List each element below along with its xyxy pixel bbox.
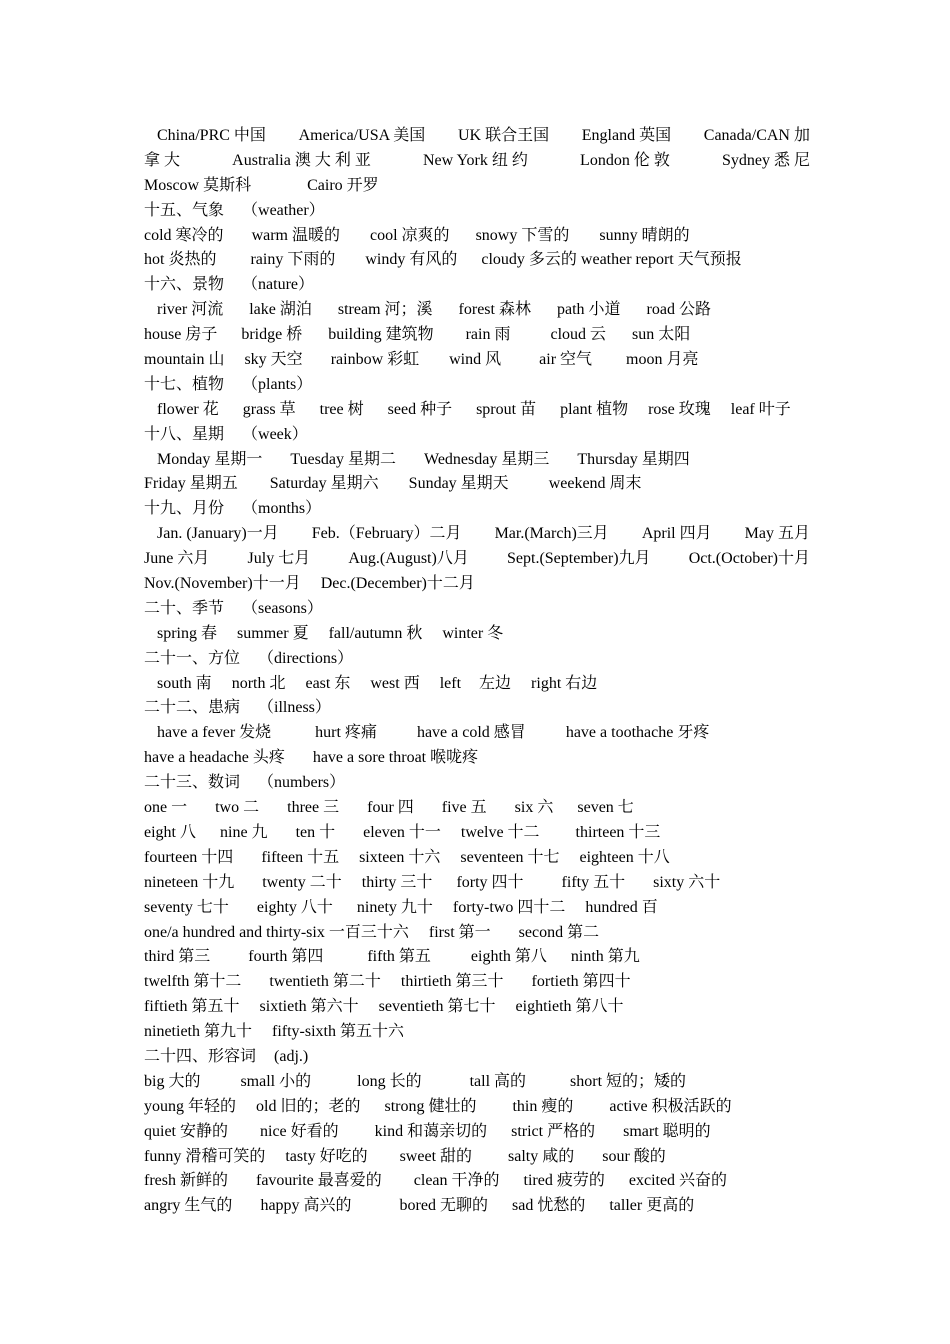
word-entry: sun 太阳 — [632, 326, 691, 344]
word-entry: sour 酸的 — [602, 1147, 666, 1165]
word-entry: fiftieth 第五十 — [144, 998, 240, 1016]
word-entry: Tuesday 星期二 — [290, 450, 396, 468]
word-entry: England 英国 — [581, 127, 672, 144]
word-entry: cloud 云 — [550, 326, 607, 344]
word-entry: wind 风 — [449, 351, 502, 369]
word-entry: air 空气 — [539, 351, 593, 369]
word-entry: forty 四十 — [456, 873, 524, 891]
illness-line-2 — [144, 746, 810, 771]
numbers-line-8 — [144, 970, 810, 995]
section-heading-weather — [144, 199, 810, 224]
word-entry: favourite 最喜爱的 — [256, 1172, 382, 1190]
word-entry: young 年轻的 — [144, 1097, 237, 1115]
word-entry: sixtieth 第六十 — [259, 998, 359, 1016]
heading-en: (adj.) — [274, 1047, 309, 1065]
word-entry: west 西 — [370, 674, 420, 692]
word-entry: one 一 — [144, 799, 188, 817]
word-entry: twelfth 第十二 — [144, 973, 242, 991]
word-entry: China/PRC 中国 — [157, 127, 266, 144]
word-entry: salty 咸的 — [508, 1147, 575, 1165]
word-entry: spring 春 — [157, 624, 218, 642]
section-heading-adjectives — [144, 1045, 810, 1070]
numbers-line-9 — [144, 995, 810, 1020]
word-entry: Wednesday 星期三 — [424, 450, 550, 468]
word-entry: six 六 — [514, 799, 554, 817]
word-entry: Oct.(October)十月 — [688, 550, 810, 568]
word-entry: Sept.(September)九月 — [507, 550, 651, 568]
numbers-line-4 — [144, 871, 810, 896]
word-entry: sixty 六十 — [653, 873, 721, 891]
word-entry: sad 忧愁的 — [511, 1197, 586, 1215]
numbers-line-3 — [144, 846, 810, 871]
weather-line-1 — [144, 224, 810, 249]
word-entry: lake 湖泊 — [249, 301, 312, 319]
word-entry: 左边 — [479, 674, 512, 692]
heading-zh: 二十二、患病 — [144, 699, 241, 717]
adjectives-line-2 — [144, 1095, 810, 1120]
word-entry: Friday 星期五 — [144, 475, 238, 493]
word-entry: seventieth 第七十 — [378, 998, 496, 1016]
word-entry: eleven 十一 — [363, 823, 441, 841]
word-entry: fifty-sixth 第五十六 — [272, 1023, 404, 1041]
word-entry: active 积极活跃的 — [609, 1097, 732, 1115]
word-entry: moon 月亮 — [626, 351, 699, 369]
word-entry: hundred 百 — [585, 898, 658, 916]
week-line-1 — [144, 448, 810, 473]
word-entry: twentieth 第二十 — [269, 973, 381, 991]
word-entry: two 二 — [215, 799, 260, 817]
word-entry: ninth 第九 — [570, 948, 640, 966]
word-entry: warm 温暖的 — [251, 226, 340, 244]
word-entry: short 短的；矮的 — [570, 1072, 687, 1090]
section-heading-seasons — [144, 597, 810, 622]
word-entry: cool 凉爽的 — [370, 226, 450, 244]
section-heading-months — [144, 497, 810, 522]
word-entry: 拿 大 — [144, 151, 181, 169]
word-entry: fourteen 十四 — [144, 848, 234, 866]
word-entry: eightieth 第八十 — [515, 998, 624, 1016]
word-entry: America/USA 美国 — [298, 127, 426, 144]
word-entry: rainbow 彩虹 — [330, 351, 420, 369]
heading-zh: 二十、季节 — [144, 599, 225, 617]
word-entry: cold 寒冷的 — [144, 226, 224, 244]
numbers-line-5 — [144, 896, 810, 921]
word-entry: eight 八 — [144, 823, 196, 841]
section-heading-week — [144, 423, 810, 448]
word-entry: Monday 星期一 — [157, 450, 263, 468]
word-entry: small 小的 — [240, 1072, 312, 1090]
months-line-1 — [144, 522, 810, 547]
heading-en: （week） — [242, 425, 308, 443]
word-entry: quiet 安静的 — [144, 1122, 228, 1140]
word-entry: sunny 晴朗的 — [599, 226, 690, 244]
word-entry: kind 和蔼亲切的 — [374, 1122, 488, 1140]
heading-en: （plants） — [242, 375, 313, 393]
word-entry: snowy 下雪的 — [475, 226, 570, 244]
word-entry: one/a hundred and thirty-six 一百三十六 — [144, 923, 409, 941]
word-entry: ten 十 — [295, 823, 336, 841]
word-entry: smart 聪明的 — [623, 1122, 711, 1140]
word-entry: sky 天空 — [244, 351, 303, 369]
word-entry: fifty 五十 — [561, 873, 626, 891]
weather-line-2 — [144, 248, 810, 273]
word-entry: forest 森林 — [458, 301, 531, 319]
heading-zh: 十七、植物 — [144, 375, 225, 393]
word-entry: third 第三 — [144, 948, 211, 966]
word-entry: twenty 二十 — [262, 873, 342, 891]
word-entry: May 五月 — [744, 525, 810, 543]
numbers-line-1 — [144, 796, 810, 821]
word-entry: have a cold 感冒 — [416, 724, 526, 742]
word-entry: weekend 周末 — [548, 475, 642, 493]
document-page — [144, 124, 810, 1219]
word-entry: strict 严格的 — [511, 1122, 596, 1140]
illness-line-1 — [144, 721, 810, 746]
word-entry: ninety 九十 — [356, 898, 433, 916]
heading-zh: 十九、月份 — [144, 500, 225, 518]
word-entry: leaf 叶子 — [730, 400, 791, 418]
word-entry: rose 玫瑰 — [648, 400, 711, 418]
nature-line-2 — [144, 323, 810, 348]
word-entry: bridge 桥 — [241, 326, 303, 344]
heading-zh: 二十一、方位 — [144, 649, 241, 667]
months-line-2 — [144, 547, 810, 572]
word-entry: Moscow 莫斯科 — [144, 176, 252, 194]
word-entry: ninetieth 第九十 — [144, 1023, 252, 1041]
word-entry: fresh 新鲜的 — [144, 1172, 228, 1190]
word-entry: Canada/CAN 加 — [703, 127, 810, 144]
word-entry: five 五 — [441, 799, 487, 817]
word-entry: road 公路 — [646, 301, 711, 319]
numbers-line-2 — [144, 821, 810, 846]
months-line-3 — [144, 572, 810, 597]
word-entry: old 旧的；老的 — [256, 1097, 361, 1115]
word-entry: New York 纽 约 — [422, 151, 528, 169]
section-heading-illness — [144, 696, 810, 721]
word-entry: July 七月 — [247, 550, 311, 568]
word-entry: fortieth 第四十 — [531, 973, 631, 991]
word-entry: hurt 疼痛 — [315, 724, 377, 742]
word-entry: Thursday 星期四 — [577, 450, 690, 468]
word-entry: house 房子 — [144, 326, 218, 344]
word-entry: three 三 — [287, 799, 340, 817]
word-entry: seventy 七十 — [144, 898, 229, 916]
word-entry: thirtieth 第三十 — [400, 973, 504, 991]
word-entry: seventeen 十七 — [460, 848, 560, 866]
word-entry: clean 干净的 — [413, 1172, 500, 1190]
word-entry: big 大的 — [144, 1072, 201, 1090]
word-entry: windy 有风的 — [365, 251, 458, 269]
word-entry: tree 树 — [319, 400, 364, 418]
adjectives-line-3 — [144, 1120, 810, 1145]
word-entry: sweet 甜的 — [399, 1147, 473, 1165]
section-heading-numbers — [144, 771, 810, 796]
numbers-line-6 — [144, 921, 810, 946]
word-entry: winter 冬 — [442, 624, 504, 642]
heading-zh: 十五、气象 — [144, 201, 225, 219]
word-entry: summer 夏 — [237, 624, 309, 642]
word-entry: Saturday 星期六 — [269, 475, 379, 493]
word-entry: nineteen 十九 — [144, 873, 235, 891]
word-entry: bored 无聊的 — [399, 1197, 488, 1215]
word-entry: fifth 第五 — [367, 948, 431, 966]
adjectives-line-6 — [144, 1194, 810, 1219]
word-entry: right 右边 — [531, 674, 598, 692]
word-entry: tired 疲劳的 — [523, 1172, 605, 1190]
word-entry: funny 滑稽可笑的 — [144, 1147, 266, 1165]
nature-line-1 — [144, 298, 810, 323]
plants-line-1 — [144, 398, 810, 423]
word-entry: Sydney 悉 尼 — [721, 151, 810, 169]
section-heading-plants — [144, 373, 810, 398]
word-entry: fall/autumn 秋 — [328, 624, 423, 642]
word-entry: excited 兴奋的 — [628, 1172, 728, 1190]
word-entry: seed 种子 — [387, 400, 453, 418]
word-entry: twelve 十二 — [460, 823, 540, 841]
word-entry: plant 植物 — [560, 400, 629, 418]
heading-en: （months） — [242, 500, 322, 518]
word-entry: thirty 三十 — [361, 873, 433, 891]
heading-en: （directions） — [258, 649, 354, 667]
word-entry: cloudy 多云的 weather report 天气预报 — [481, 251, 742, 269]
word-entry: Sunday 星期天 — [408, 475, 509, 493]
heading-zh: 二十四、形容词 — [144, 1047, 257, 1065]
countries-line-2 — [144, 149, 810, 174]
word-entry: have a fever 发烧 — [157, 724, 272, 742]
word-entry: taller 更高的 — [609, 1197, 695, 1215]
section-heading-directions — [144, 647, 810, 672]
section-heading-nature — [144, 273, 810, 298]
directions-line-1 — [144, 672, 810, 697]
word-entry: building 建筑物 — [328, 326, 434, 344]
word-entry: have a toothache 牙疼 — [565, 724, 710, 742]
adjectives-line-5 — [144, 1169, 810, 1194]
word-entry: stream 河；溪 — [337, 301, 433, 319]
word-entry: Australia 澳 大 利 亚 — [232, 151, 371, 169]
word-entry: Dec.(December)十二月 — [320, 575, 475, 593]
heading-en: （nature） — [242, 276, 314, 294]
word-entry: south 南 — [157, 674, 212, 692]
word-entry: have a sore throat 喉咙疼 — [312, 749, 479, 767]
adjectives-line-1 — [144, 1070, 810, 1095]
word-entry: second 第二 — [518, 923, 600, 941]
word-entry: Mar.(March)三月 — [494, 525, 609, 543]
word-entry: first 第一 — [428, 923, 491, 941]
word-entry: Feb.（February）二月 — [311, 525, 462, 543]
word-entry: flower 花 — [157, 400, 219, 418]
word-entry: fifteen 十五 — [261, 848, 340, 866]
word-entry: north 北 — [231, 674, 286, 692]
word-entry: river 河流 — [157, 301, 224, 319]
word-entry: eighty 八十 — [256, 898, 333, 916]
word-entry: June 六月 — [144, 550, 210, 568]
heading-zh: 二十三、数词 — [144, 774, 241, 792]
word-entry: forty-two 四十二 — [452, 898, 566, 916]
word-entry: eighth 第八 — [470, 948, 547, 966]
word-entry: path 小道 — [556, 301, 621, 319]
word-entry: rain 雨 — [465, 326, 511, 344]
word-entry: April 四月 — [641, 525, 712, 543]
numbers-line-10 — [144, 1020, 810, 1045]
word-entry: four 四 — [367, 799, 414, 817]
nature-line-3 — [144, 348, 810, 373]
countries-line-3 — [144, 174, 810, 199]
seasons-line-1 — [144, 622, 810, 647]
word-entry: sixteen 十六 — [359, 848, 441, 866]
word-entry: Jan. (January)一月 — [157, 525, 279, 543]
word-entry: strong 健壮的 — [384, 1097, 477, 1115]
word-entry: thirteen 十三 — [575, 823, 661, 841]
heading-zh: 十八、星期 — [144, 425, 225, 443]
word-entry: thin 瘦的 — [512, 1097, 574, 1115]
word-entry: sprout 苗 — [476, 400, 537, 418]
word-entry: London 伦 敦 — [580, 151, 670, 169]
countries-line-1 — [144, 124, 810, 149]
word-entry: UK 联合王国 — [457, 127, 550, 144]
word-entry: angry 生气的 — [144, 1197, 233, 1215]
word-entry: fourth 第四 — [248, 948, 324, 966]
heading-en: （seasons） — [242, 599, 323, 617]
word-entry: grass 草 — [242, 400, 296, 418]
week-line-2 — [144, 472, 810, 497]
heading-en: （numbers） — [258, 774, 346, 792]
word-entry: left — [439, 674, 462, 692]
word-entry: nine 九 — [220, 823, 268, 841]
word-entry: eighteen 十八 — [579, 848, 670, 866]
word-entry: Cairo 开罗 — [307, 176, 379, 194]
word-entry: seven 七 — [577, 799, 634, 817]
word-entry: hot 炎热的 — [144, 251, 217, 269]
word-entry: nice 好看的 — [260, 1122, 339, 1140]
word-entry: have a headache 头疼 — [144, 749, 285, 767]
heading-zh: 十六、景物 — [144, 276, 225, 294]
word-entry: long 长的 — [357, 1072, 422, 1090]
word-entry: east 东 — [305, 674, 351, 692]
word-entry: tasty 好吃的 — [285, 1147, 368, 1165]
word-entry: happy 高兴的 — [260, 1197, 352, 1215]
word-entry: Aug.(August)八月 — [348, 550, 469, 568]
word-entry: tall 高的 — [469, 1072, 527, 1090]
word-entry: mountain 山 — [144, 351, 225, 369]
word-entry: rainy 下雨的 — [250, 251, 336, 269]
numbers-line-7 — [144, 945, 810, 970]
heading-en: （illness） — [258, 699, 331, 717]
heading-en: （weather） — [242, 201, 325, 219]
word-entry: Nov.(November)十一月 — [144, 575, 301, 593]
adjectives-line-4 — [144, 1145, 810, 1170]
